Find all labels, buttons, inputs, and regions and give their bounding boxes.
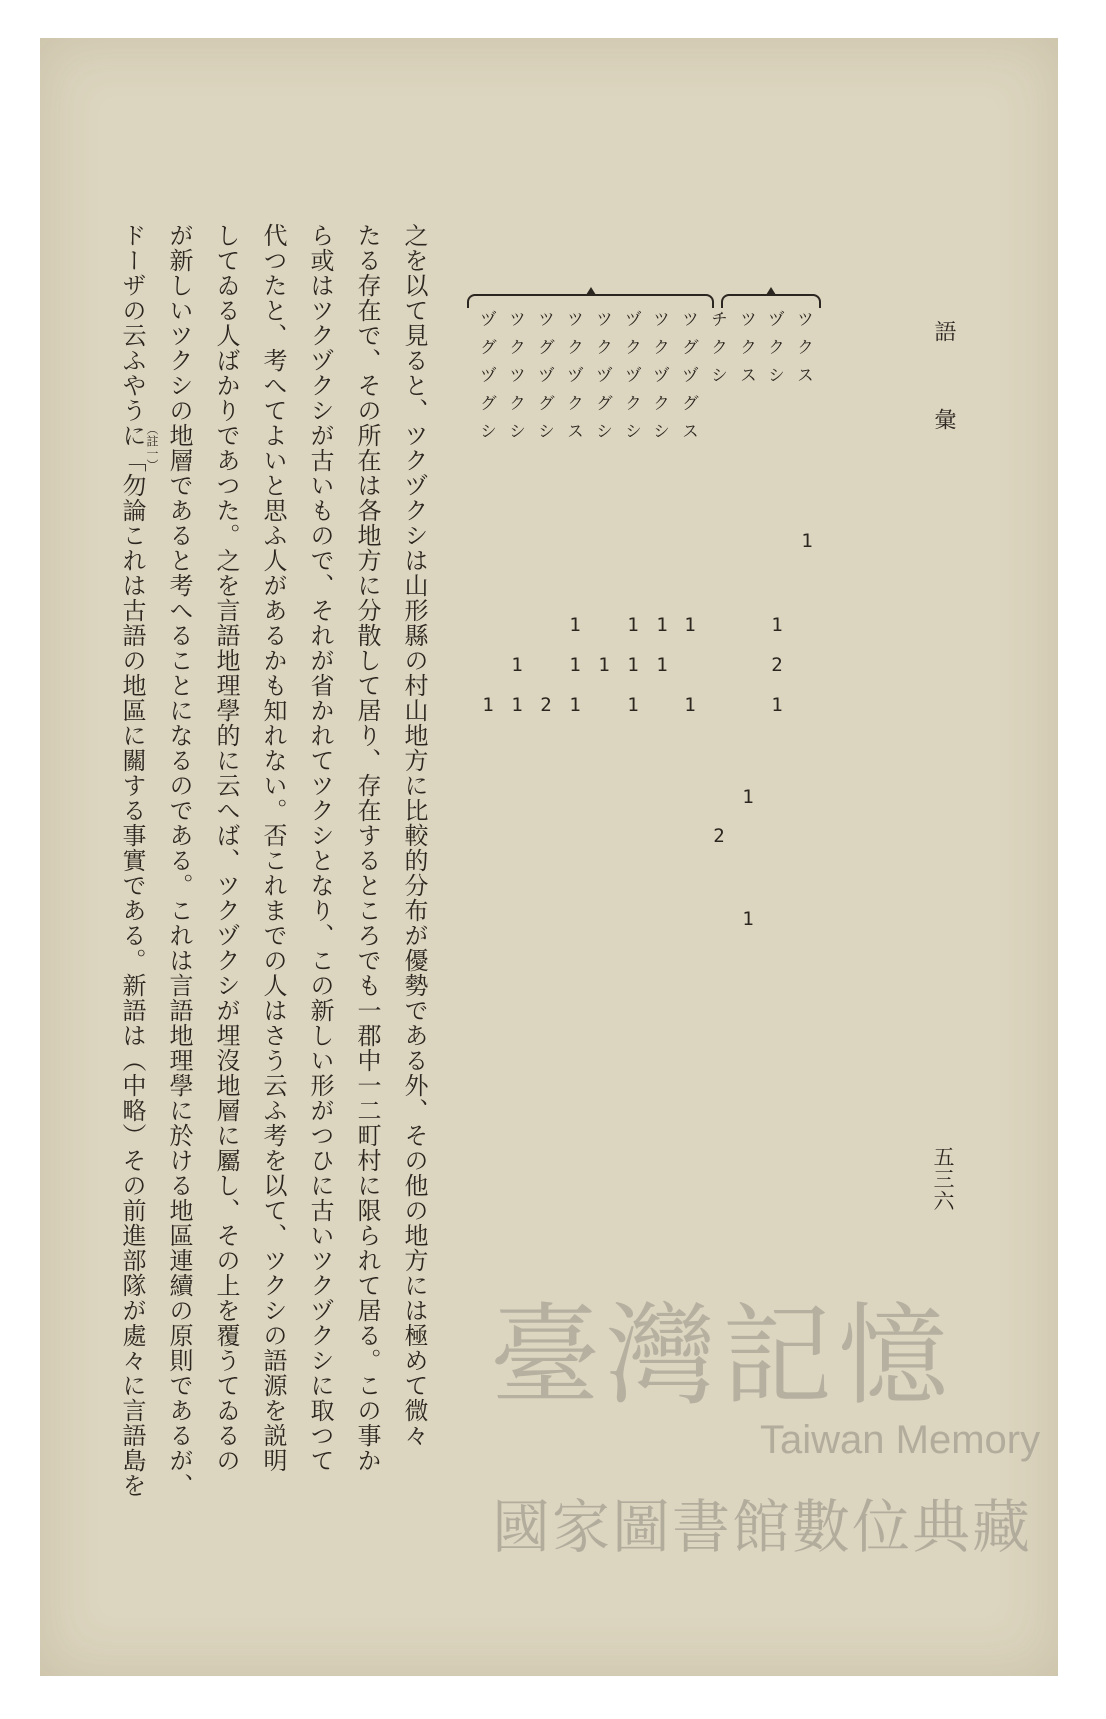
body-column: が新しいツクシの地層であると考へることになるのである。これは言語地理學に於ける地區連續の原則であるが、 [165, 223, 193, 1498]
watermark-title: 臺灣記憶 [490, 1292, 954, 1420]
count-cell: 1 [684, 694, 696, 716]
body-column: 代つたと、考へてよいと思ふ人があるかも知れない。否これまでの人はさう云ふ考を以て、ツクシの語源を説明 [259, 223, 287, 1473]
watermark-library: 國家圖書館數位典藏 [492, 1493, 1033, 1561]
count-cell: 1 [656, 654, 668, 676]
footnote-marker: （註一） [145, 423, 159, 471]
count-cell: 1 [598, 654, 610, 676]
word-cell: ツグヅグス [678, 310, 698, 450]
brace-group-1 [721, 294, 821, 308]
count-cell: 1 [801, 530, 813, 552]
count-cell: 2 [771, 654, 783, 676]
word-cell: ツクス [736, 310, 756, 394]
section-label: 語彙 [931, 320, 956, 496]
body-column: ら或はツクヅクシが古いもので、それが省かれてツクシとなり、この新しい形がつひに古いツクヅクシに取つて [306, 223, 334, 1473]
count-cell: 1 [627, 694, 639, 716]
count-cell: 1 [771, 694, 783, 716]
scanned-page [40, 38, 1058, 1676]
word-cell: ツクヅクス [563, 310, 583, 450]
count-cell: 1 [771, 614, 783, 636]
count-cell: 1 [482, 694, 494, 716]
count-cell: 1 [742, 908, 754, 930]
count-cell: 1 [569, 654, 581, 676]
word-cell: ヅクヅクシ [621, 310, 641, 450]
word-cell: チクシ [707, 310, 727, 394]
count-cell: 1 [684, 614, 696, 636]
body-column: たる存在で、その所在は各地方に分散して居り、存在するところでも一郡中一二町村に限られて居る。この事か [353, 223, 381, 1473]
word-cell: ツクス [793, 310, 813, 394]
brace-group-2 [467, 294, 714, 308]
count-cell: 2 [540, 694, 552, 716]
count-cell: 1 [656, 614, 668, 636]
count-cell: 1 [742, 786, 754, 808]
word-cell: ツクヅクシ [649, 310, 669, 450]
count-cell: 1 [627, 614, 639, 636]
count-cell: 1 [569, 694, 581, 716]
watermark-subtitle: Taiwan Memory [760, 1418, 1041, 1462]
word-cell: ツグヅグシ [534, 310, 554, 450]
count-cell: 1 [511, 694, 523, 716]
word-cell: ツクツクシ [505, 310, 525, 450]
body-column: 之を以て見ると、ツクヅクシは山形縣の村山地方に比較的分布が優勢である外、その他の地方には極めて微々 [400, 223, 428, 1448]
word-cell: ヅグヅグシ [476, 310, 496, 450]
body-column: ドーザの云ふやうに「勿論これは古語の地區に關する事實である。新語は（中略）その前進部隊が處々に言語島を [118, 223, 146, 1498]
page-number: 五三六 [931, 1146, 955, 1212]
body-column: してゐる人ばかりであつた。之を言語地理學的に云へば、ツクヅクシが埋沒地層に屬し、その上を覆うてゐるの [212, 223, 240, 1473]
count-cell: 1 [627, 654, 639, 676]
word-cell: ツクヅグシ [592, 310, 612, 450]
count-cell: 1 [511, 654, 523, 676]
count-cell: 2 [713, 825, 725, 847]
count-cell: 1 [569, 614, 581, 636]
word-cell: ヅクシ [764, 310, 784, 394]
